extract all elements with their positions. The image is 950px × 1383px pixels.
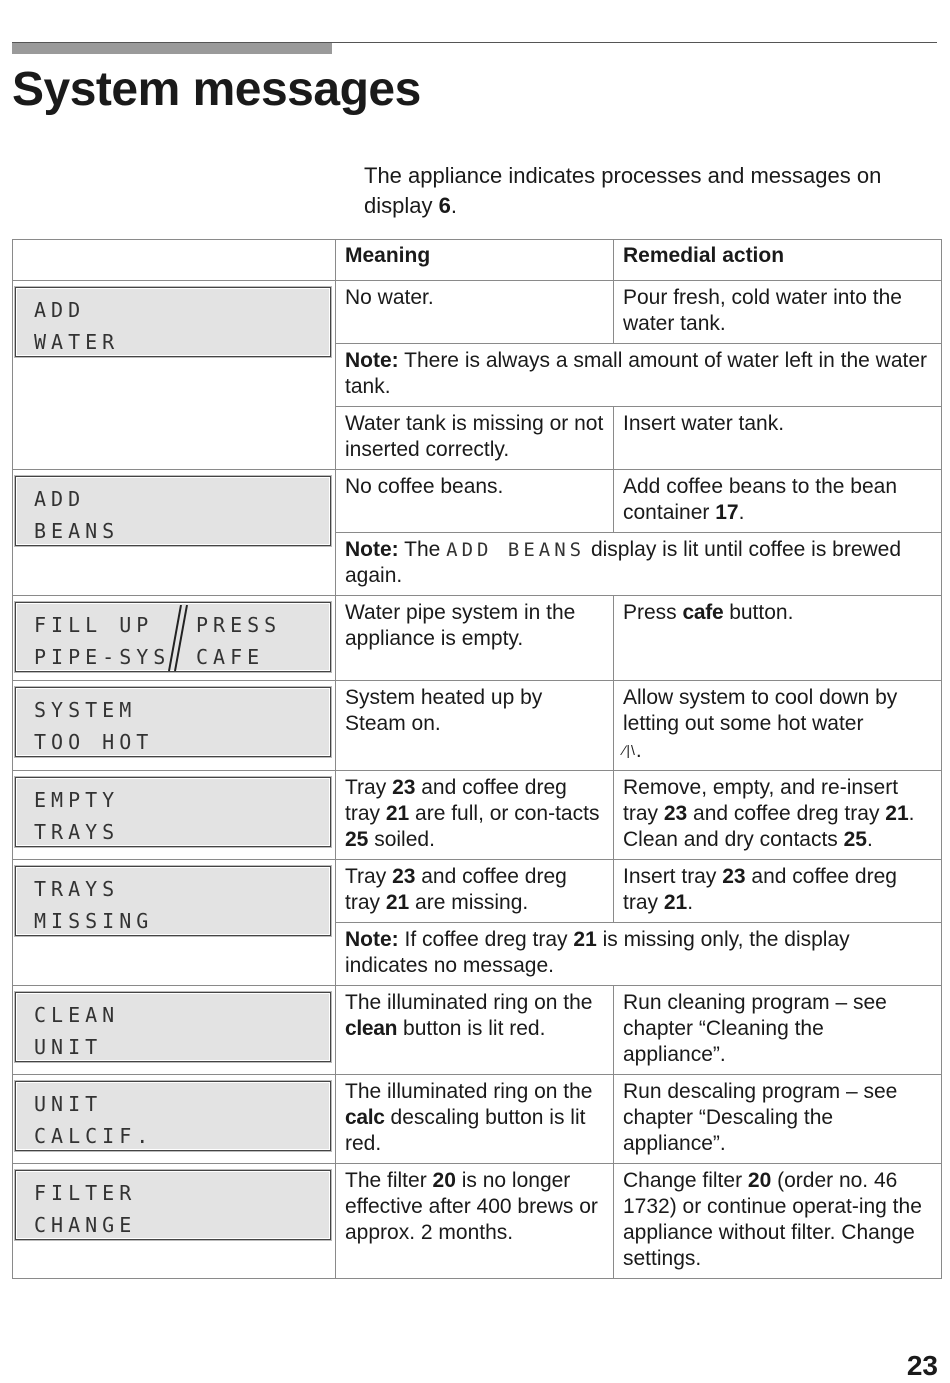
lcd-display-clean-unit	[15, 992, 331, 1062]
action-cell	[614, 1164, 942, 1279]
meaning-text: Tray	[345, 776, 393, 799]
table-row	[13, 771, 942, 860]
meaning-cell: Water pipe system in the appliance is empty.	[336, 596, 614, 681]
action-text: .	[635, 739, 642, 762]
lcd-line-1: PRESS	[196, 613, 282, 637]
table-row	[13, 596, 942, 681]
ref-number: 23	[392, 865, 416, 888]
note-label: Note:	[345, 349, 399, 372]
note-cell	[336, 344, 942, 407]
intro-paragraph: The appliance indicates processes and messages on display 6.	[364, 163, 882, 218]
table-row	[13, 470, 942, 533]
display-cell	[13, 281, 336, 470]
meaning-cell	[336, 771, 614, 860]
lcd-line-1: TRAYS	[34, 877, 120, 901]
table-row	[13, 681, 942, 771]
lcd-line-2: MISSING	[34, 909, 154, 933]
meaning-cell	[336, 1164, 614, 1279]
hot-water-symbol-icon: ⁄|\	[623, 742, 636, 758]
lcd-display-filter-change	[15, 1170, 331, 1240]
action-text: Remove, empty, and re-insert tray	[623, 776, 899, 825]
ref-number: 25	[345, 828, 369, 851]
note-label: Note:	[345, 538, 399, 561]
action-cell: Add coffee beans to the bean container 17.	[614, 470, 942, 533]
meaning-cell	[336, 1075, 614, 1164]
meaning-text: is no longer effective after 400 brews or approx. 2 months.	[345, 1169, 598, 1244]
note-text: There is always a small amount of water left in the water tank.	[345, 349, 928, 398]
ref-number: 21	[663, 891, 688, 914]
action-text: Add coffee beans to the bean container	[623, 475, 898, 524]
intro-text: The appliance indicates processes and messages on display	[364, 163, 882, 218]
action-cell	[614, 681, 942, 771]
action-text: .	[687, 891, 694, 914]
note-cell	[336, 533, 942, 596]
display-cell	[13, 860, 336, 986]
meaning-text: The filter	[345, 1169, 433, 1192]
meaning-cell: No coffee beans.	[336, 470, 614, 533]
note-text: If coffee dreg tray	[398, 928, 574, 951]
display-cell	[13, 596, 336, 681]
action-text: button.	[723, 601, 794, 624]
ref-number: 21	[573, 928, 597, 951]
action-text: Insert tray	[623, 865, 723, 888]
meaning-text: The illuminated ring on the	[345, 1080, 593, 1103]
meaning-cell	[336, 860, 614, 923]
lcd-line-2: WATER	[34, 330, 120, 354]
ref-number: 23	[722, 865, 746, 888]
note-text: is missing only, the display indicates no message.	[345, 928, 850, 977]
table-row	[13, 1164, 942, 1279]
ref-number: 23	[663, 802, 688, 825]
ref-number: 21	[885, 802, 909, 825]
button-name: cafe	[682, 601, 724, 624]
button-name: clean	[345, 1017, 398, 1040]
meaning-text: descaling button is lit red.	[345, 1106, 586, 1155]
action-text: .	[866, 828, 873, 851]
meaning-text: soiled.	[368, 828, 435, 851]
lcd-line-1: FILTER	[34, 1181, 137, 1205]
meaning-text: are full, or con-tacts	[409, 802, 600, 825]
lcd-display-empty-trays	[15, 777, 331, 847]
table-header-row	[13, 240, 942, 281]
display-cell	[13, 470, 336, 596]
note-text: The	[398, 538, 447, 561]
meaning-text: and coffee dreg tray	[345, 865, 567, 914]
action-cell	[614, 596, 942, 681]
display-cell	[13, 681, 336, 771]
action-text: Press	[623, 601, 683, 624]
system-messages-table	[12, 239, 942, 1279]
lcd-line-2: UNIT	[34, 1035, 103, 1059]
action-cell	[614, 771, 942, 860]
page-number: 23	[906, 1350, 938, 1381]
meaning-text: Tray	[345, 865, 393, 888]
meaning-cell: Water tank is missing or not inserted correctly.	[336, 407, 614, 470]
button-name: calc	[345, 1106, 385, 1129]
ref-number: 21	[385, 891, 410, 914]
lcd-line-1: ADD	[34, 298, 86, 322]
lcd-display-trays-missing	[15, 866, 331, 936]
table-row	[13, 281, 942, 344]
lcd-line-1: SYSTEM	[34, 698, 137, 722]
meaning-text: and coffee dreg tray	[345, 776, 567, 825]
meaning-text: The illuminated ring on the	[345, 991, 593, 1014]
lcd-line-2: CALCIF.	[34, 1124, 154, 1148]
header-display-cell	[13, 240, 336, 281]
display-cell	[13, 1164, 336, 1279]
action-cell: Run cleaning program – see chapter “Cleaning the appliance”.	[614, 986, 942, 1075]
display-cell	[13, 771, 336, 860]
inline-lcd-text: ADD BEANS	[446, 539, 586, 561]
action-cell: Run descaling program – see chapter “Descaling the appliance”.	[614, 1075, 942, 1164]
note-label: Note:	[345, 928, 399, 951]
table-row	[13, 860, 942, 923]
ref-number: 25	[843, 828, 867, 851]
lcd-line-2: TRAYS	[34, 820, 120, 844]
note-text: display is lit until coffee is brewed again.	[345, 538, 902, 587]
lcd-line-1: EMPTY	[34, 788, 120, 812]
lcd-line-1: CLEAN	[34, 1003, 120, 1027]
page-title: System messages	[12, 63, 421, 116]
ref-number: 20	[432, 1169, 456, 1192]
lcd-display-add-water	[15, 287, 331, 357]
action-cell	[614, 860, 942, 923]
action-cell: Insert water tank.	[614, 407, 942, 470]
table-row	[13, 986, 942, 1075]
action-text: Change filter	[623, 1169, 748, 1192]
header-action: Remedial action	[614, 240, 942, 281]
lcd-line-1: FILL UP	[34, 613, 154, 637]
meaning-cell	[336, 986, 614, 1075]
action-cell: Pour fresh, cold water into the water tank.	[614, 281, 942, 344]
meaning-text: button is lit red.	[397, 1017, 546, 1040]
note-cell	[336, 923, 942, 986]
lcd-line-2: PIPE-SYS	[34, 645, 171, 669]
lcd-line-2: TOO HOT	[34, 730, 154, 754]
action-text: and coffee dreg tray	[623, 865, 897, 914]
action-text: (order no. 46 1732) or continue operat-ing the appliance without filter. Change settings.	[623, 1169, 922, 1270]
lcd-line-2: CAFE	[196, 645, 265, 669]
lcd-line-2: BEANS	[34, 519, 120, 543]
lcd-display-system-too-hot	[15, 687, 331, 757]
lcd-line-2: CHANGE	[34, 1213, 137, 1237]
meaning-text: are missing.	[409, 891, 529, 914]
meaning-cell: System heated up by Steam on.	[336, 681, 614, 771]
lcd-line-1: UNIT	[34, 1092, 103, 1116]
alternating-display-separator-icon	[164, 605, 190, 671]
display-cell	[13, 986, 336, 1075]
table-row	[13, 1075, 942, 1164]
action-ref: 17	[715, 501, 739, 524]
header-accent-bar	[12, 43, 332, 54]
ref-number: 23	[392, 776, 416, 799]
lcd-display-fill-up	[15, 602, 331, 672]
action-text: and coffee dreg tray	[687, 802, 886, 825]
ref-number: 21	[385, 802, 410, 825]
display-cell	[13, 1075, 336, 1164]
ref-number: 20	[747, 1169, 772, 1192]
lcd-second-screen	[196, 609, 281, 673]
action-text: . Clean and dry contacts	[623, 802, 915, 851]
intro-display-ref: 6	[438, 193, 451, 218]
lcd-display-add-beans	[15, 476, 331, 546]
meaning-cell: No water.	[336, 281, 614, 344]
lcd-display-unit-calcif	[15, 1081, 331, 1151]
header-meaning: Meaning	[336, 240, 614, 281]
action-text: Allow system to cool down by letting out some hot water	[623, 686, 898, 735]
lcd-line-1: ADD	[34, 487, 86, 511]
